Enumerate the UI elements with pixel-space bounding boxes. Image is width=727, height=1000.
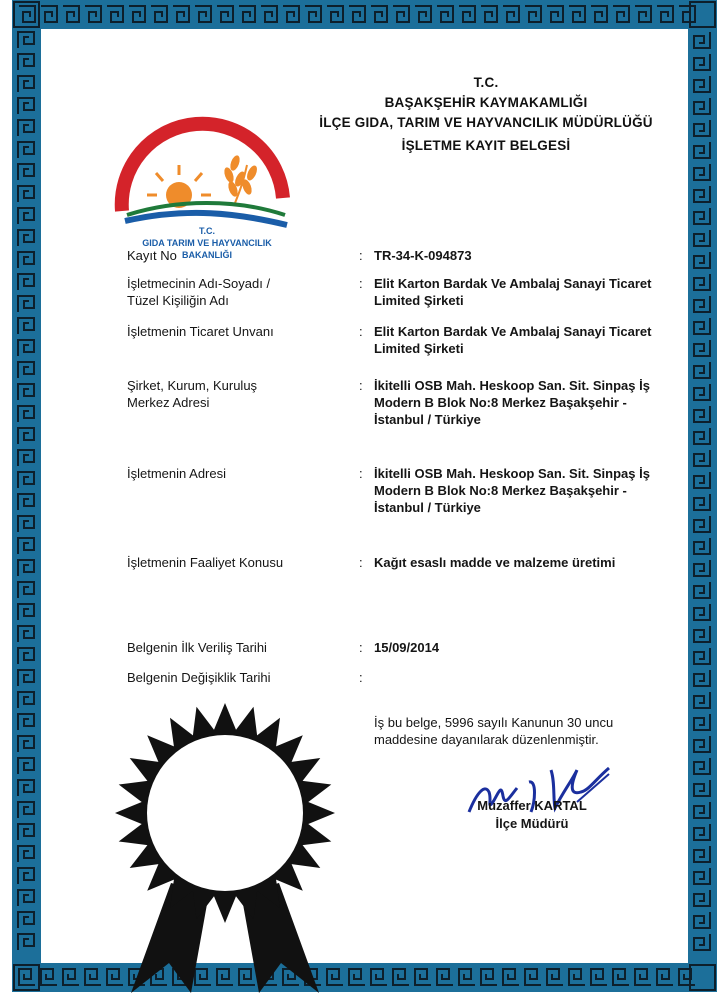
field-value: Elit Karton Bardak Ve Ambalaj Sanayi Ticaret Limited Şirketi bbox=[374, 276, 652, 308]
logo-text-2: GIDA TARIM VE HAYVANCILIK bbox=[142, 238, 272, 248]
field-colon: : bbox=[359, 378, 363, 393]
field-value: İkitelli OSB Mah. Heskoop San. Sit. Sinpaş İş Modern B Blok No:8 Merkez Başakşehir - İstanbul / Türkiye bbox=[374, 466, 650, 515]
field-label: Şirket, Kurum, Kuruluş Merkez Adresi bbox=[127, 378, 258, 410]
field-label: İşletmenin Faaliyet Konusu bbox=[127, 555, 284, 570]
field-label: İşletmenin Ticaret Unvanı bbox=[127, 324, 274, 339]
field-value: 15/09/2014 bbox=[374, 640, 440, 655]
field-label: İşletmecinin Adı-Soyadı / Tüzel Kişiliğin Adı bbox=[127, 276, 271, 308]
certificate-content bbox=[41, 29, 688, 963]
document-title: İŞLETME KAYIT BELGESİ bbox=[401, 138, 571, 153]
field-label: Belgenin İlk Veriliş Tarihi bbox=[127, 640, 267, 655]
field-colon: : bbox=[359, 555, 363, 570]
field-value: Kağıt esaslı madde ve malzeme üretimi bbox=[374, 555, 616, 570]
logo-text-1: T.C. bbox=[198, 226, 216, 236]
field-colon: : bbox=[359, 324, 363, 339]
field-label: Kayıt No bbox=[127, 248, 177, 263]
logo-red-arc bbox=[122, 124, 283, 211]
field-colon: : bbox=[359, 276, 363, 291]
field-colon: : bbox=[359, 248, 363, 263]
field-colon: : bbox=[359, 466, 363, 481]
field-value: İkitelli OSB Mah. Heskoop San. Sit. Sinpaş İş Modern B Blok No:8 Merkez Başakşehir - İstanbul / Türkiye bbox=[374, 378, 650, 427]
logo-blue-wave bbox=[125, 213, 287, 225]
header-tc: T.C. bbox=[473, 75, 499, 90]
header-district-governorship: BAŞAKŞEHİR KAYMAKAMLIĞI bbox=[384, 95, 588, 110]
logo-text-3: BAKANLIĞI bbox=[182, 250, 232, 260]
field-value: TR-34-K-094873 bbox=[374, 248, 472, 263]
seal-center bbox=[147, 735, 303, 891]
field-colon: : bbox=[359, 670, 363, 685]
field-value: Elit Karton Bardak Ve Ambalaj Sanayi Ticaret Limited Şirketi bbox=[374, 324, 652, 356]
signatory-title: İlçe Müdürü bbox=[495, 816, 569, 831]
seal-rosette-icon bbox=[91, 693, 341, 993]
field-label: İşletmenin Adresi bbox=[127, 466, 226, 481]
legal-basis-note: İş bu belge, 5996 sayılı Kanunun 30 uncu maddesine dayanılarak düzenlenmiştir. bbox=[374, 715, 614, 747]
header-directorate: İLÇE GIDA, TARIM VE HAYVANCILIK MÜDÜRLÜĞÜ bbox=[319, 115, 653, 130]
wheat-icon bbox=[223, 154, 260, 203]
field-label: Belgenin Değişiklik Tarihi bbox=[127, 670, 271, 685]
signatory-block bbox=[447, 797, 617, 833]
signatory-name: Muzaffer KARTAL bbox=[477, 798, 587, 813]
field-colon: : bbox=[359, 640, 363, 655]
